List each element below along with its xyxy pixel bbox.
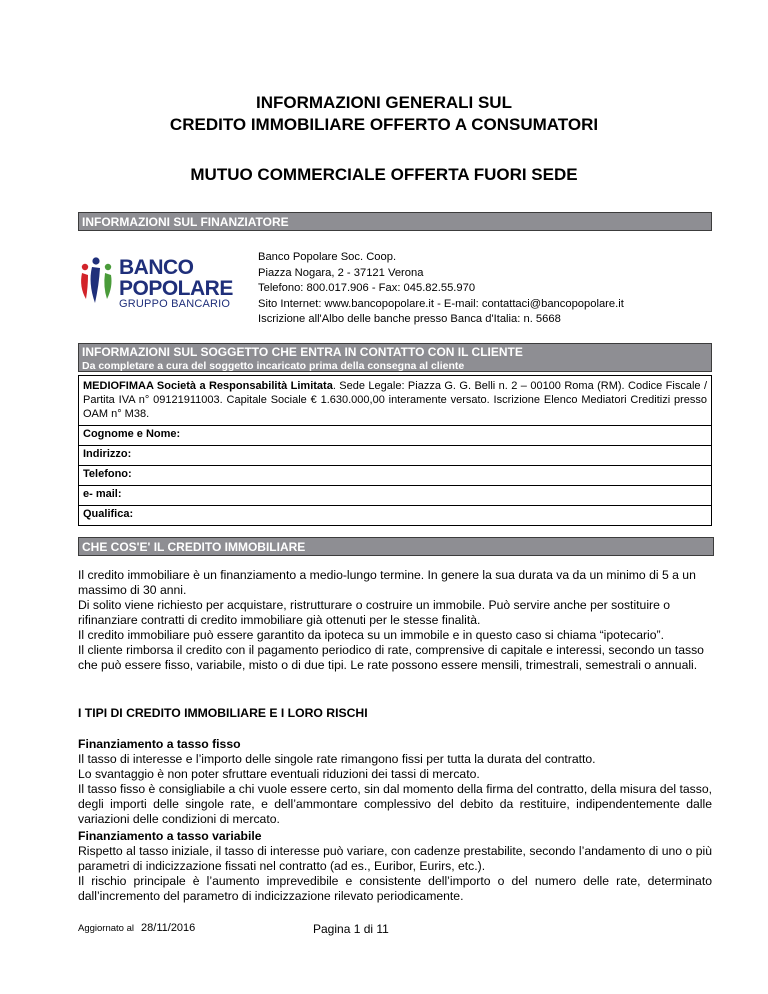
soggetto-heading: INFORMAZIONI SUL SOGGETTO CHE ENTRA IN CONTATTO CON IL CLIENTE — [82, 345, 523, 359]
paragraph: Il rischio principale è l’aumento imprevedibile e consistente dell’importo o del numero delle rate, determinato dall’incremento del parametro di indicizzazione rilevato periodicamente. — [78, 874, 712, 903]
finanziatore-contact-info — [258, 250, 624, 328]
page-number: Pagina 1 di 11 — [313, 922, 389, 936]
table-row — [79, 506, 712, 526]
section-heading-soggetto — [78, 343, 712, 372]
section-heading-finanziatore: INFORMAZIONI SUL FINANZIATORE — [78, 212, 712, 231]
table-row — [79, 426, 712, 446]
paragraph: Lo svantaggio è non poter sfruttare eventuali riduzioni dei tassi di mercato. — [78, 767, 480, 781]
title-line-1: INFORMAZIONI GENERALI SUL — [256, 93, 512, 112]
document-title — [0, 92, 768, 136]
updated-date: 28/11/2016 — [141, 922, 196, 934]
table-row — [79, 466, 712, 486]
paragraph: Il tasso di interesse e l’importo delle singole rate rimangono fissi per tutta la durata del contratto. — [78, 752, 596, 766]
info-line: Sito Internet: www.bancopopolare.it - E-mail: contattaci@bancopopolare.it — [258, 297, 624, 310]
paragraph: Il credito immobiliare è un finanziamento a medio-lungo termine. In genere la sua durata va da un minimo di 5 a un massimo di 30 anni. — [78, 568, 696, 597]
info-line: Banco Popolare Soc. Coop. — [258, 251, 397, 263]
company-name: MEDIOFIMAA Società a Responsabilità Limitata — [83, 380, 333, 392]
paragraph: Il cliente rimborsa il credito con il pagamento periodico di rate, comprensive di capitale e interessi, secondo un tasso che può essere fisso, variabile, misto o di due tipi. Le rate possono essere mensili, trimestrali, semestrali o annuali. — [78, 643, 704, 672]
title-line-2: CREDITO IMMOBILIARE OFFERTO A CONSUMATORI — [169, 115, 599, 134]
banco-popolare-logo — [77, 253, 237, 309]
field-telefono: Telefono: — [79, 466, 712, 486]
soggetto-table — [78, 375, 712, 526]
tasso-fisso-section — [78, 737, 712, 827]
paragraph: Rispetto al tasso iniziale, il tasso di interesse può variare, con cadenze prestabilite, secondo l’andamento di uno o più parametri di indicizzazione fissati nel contratto (ad es., Euribor, Eurirs, etc.). — [78, 844, 712, 873]
company-description — [79, 376, 712, 426]
tasso-variabile-section — [78, 829, 712, 904]
logo-text-gruppo: GRUPPO BANCARIO — [119, 298, 231, 310]
logo-text-popolare: POPOLARE — [119, 277, 233, 300]
info-line: Telefono: 800.017.906 - Fax: 045.82.55.970 — [258, 282, 476, 294]
table-row — [79, 376, 712, 426]
field-indirizzo: Indirizzo: — [79, 446, 712, 466]
footer-updated — [78, 922, 195, 934]
info-line: Piazza Nogara, 2 - 37121 Verona — [258, 266, 424, 279]
soggetto-subheading: Da completare a cura del soggetto incaricato prima della consegna al cliente — [82, 360, 465, 372]
tasso-variabile-title: Finanziamento a tasso variabile — [78, 829, 262, 843]
logo-figures-icon — [77, 253, 117, 305]
info-line: Iscrizione all'Albo delle banche presso Banca d'Italia: n. 5668 — [258, 313, 561, 325]
table-row — [79, 446, 712, 466]
tasso-fisso-title: Finanziamento a tasso fisso — [78, 737, 241, 751]
table-row — [79, 486, 712, 506]
updated-label: Aggiornato al — [78, 923, 134, 934]
cos-e-body — [78, 568, 712, 673]
document-subtitle: MUTUO COMMERCIALE OFFERTA FUORI SEDE — [190, 165, 578, 184]
field-qualifica: Qualifica: — [79, 506, 712, 526]
section-heading-cos-e: CHE COS'E' IL CREDITO IMMOBILIARE — [78, 537, 714, 556]
paragraph: Il tasso fisso è consigliabile a chi vuole essere certo, sin dal momento della firma del contratto, della misura del tasso, degli importi delle singole rate, e dell’ammontare complessivo del debito da restituire, indipendentemente dalle variazioni delle condizioni di mercato. — [78, 782, 712, 826]
field-email: e- mail: — [79, 486, 712, 506]
field-cognome-nome: Cognome e Nome: — [79, 426, 712, 446]
paragraph: Il credito immobiliare può essere garantito da ipoteca su un immobile e in questo caso si chiama “ipotecario”. — [78, 628, 664, 642]
tipi-heading: I TIPI DI CREDITO IMMOBILIARE E I LORO RISCHI — [78, 706, 368, 720]
logo-text-banco: BANCO — [119, 256, 194, 279]
paragraph: Di solito viene richiesto per acquistare, ristrutturare o costruire un immobile. Può servire anche per sostituire o rifinanziare contratti di credito immobiliare già ottenuti per le stesse finalità. — [78, 598, 671, 627]
company-details: . Sede Legale: Piazza G. G. Belli n. 2 – 00100 Roma (RM). Codice Fiscale / Partita IVA n° 09121911003. Capitale Sociale € 1.630.000,00 interamente versato. Iscrizione Elenco Mediatori Creditizi presso OAM n° M38. — [83, 380, 708, 420]
